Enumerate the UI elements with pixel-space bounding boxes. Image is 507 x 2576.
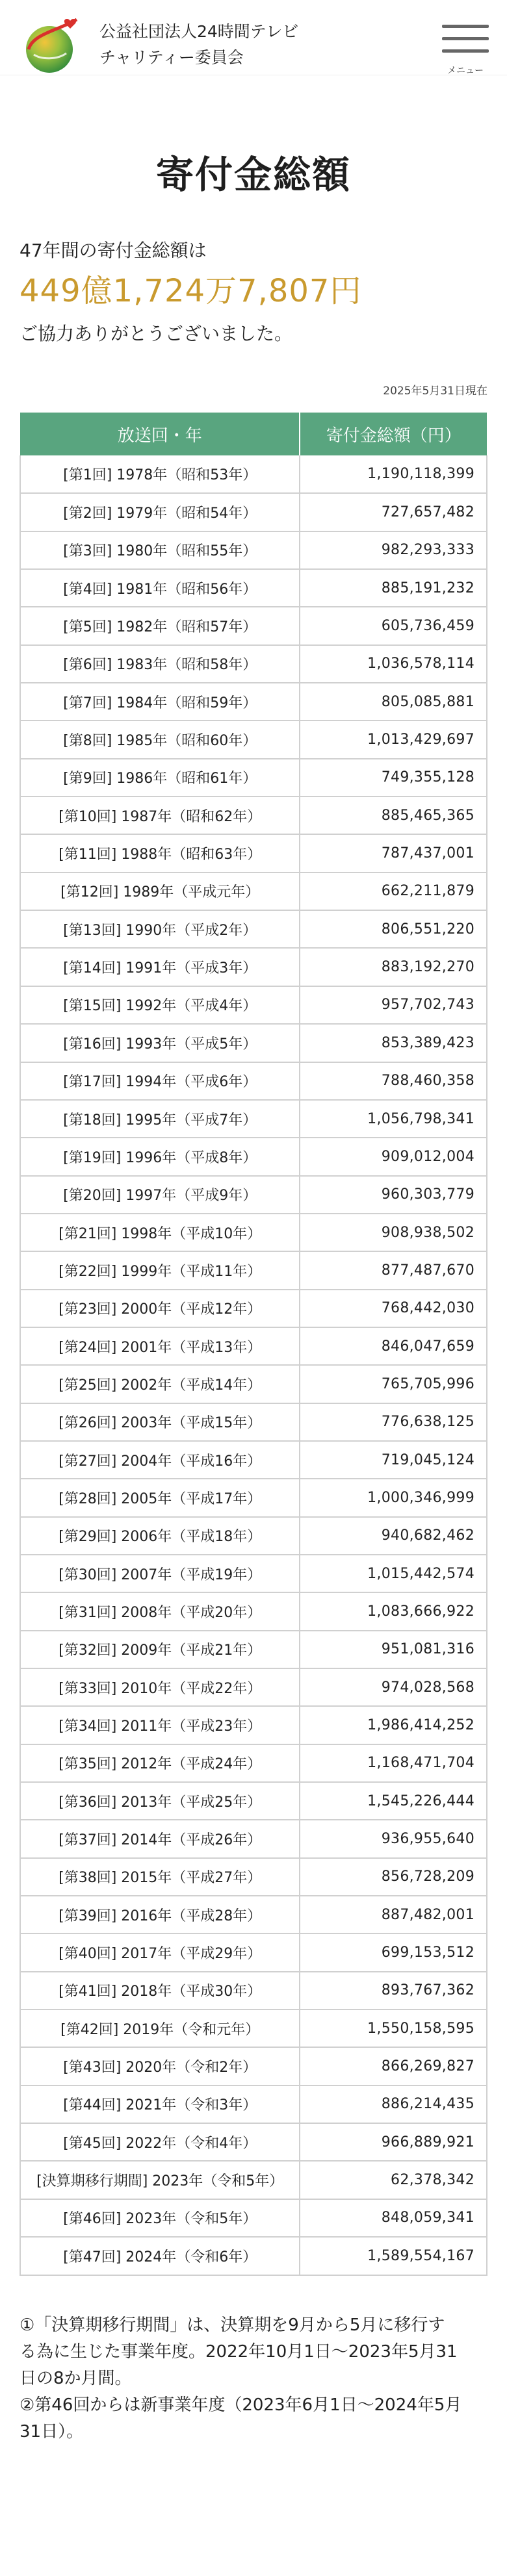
table-row — [20, 2085, 487, 2123]
table-row — [20, 1706, 487, 1744]
table-row — [20, 1631, 487, 1668]
column-header-total-amount: 寄付金総額（円） — [300, 413, 487, 455]
table-row — [20, 2161, 487, 2199]
table-row — [20, 1592, 487, 1630]
table-row — [20, 1214, 487, 1251]
broadcast-year-cell: [第20回] 1997年（平成9年） — [20, 1176, 300, 1214]
donation-amount-cell: 787,437,001 — [300, 834, 487, 872]
table-header-row — [20, 413, 487, 455]
donation-amount-cell: 886,214,435 — [300, 2085, 487, 2123]
donation-amount-cell: 1,036,578,114 — [300, 645, 487, 683]
table-row — [20, 948, 487, 986]
broadcast-year-cell: [第25回] 2002年（平成14年） — [20, 1365, 300, 1403]
table-row — [20, 2237, 487, 2275]
table-row — [20, 645, 487, 683]
broadcast-year-cell: [第45回] 2022年（令和4年） — [20, 2123, 300, 2161]
broadcast-year-cell: [第30回] 2007年（平成19年） — [20, 1555, 300, 1592]
broadcast-year-cell: [第18回] 1995年（平成7年） — [20, 1100, 300, 1138]
donation-amount-cell: 719,045,124 — [300, 1441, 487, 1479]
donation-amount-cell: 856,728,209 — [300, 1858, 487, 1896]
table-row — [20, 986, 487, 1024]
donation-amount-cell: 936,955,640 — [300, 1820, 487, 1857]
broadcast-year-cell: [決算期移行期間] 2023年（令和5年） — [20, 2161, 300, 2199]
table-row — [20, 1365, 487, 1403]
donation-amount-cell: 908,938,502 — [300, 1214, 487, 1251]
donation-amount-cell: 1,083,666,922 — [300, 1592, 487, 1630]
table-row — [20, 1100, 487, 1138]
table-row — [20, 1062, 487, 1100]
table-row — [20, 1744, 487, 1782]
broadcast-year-cell: [第29回] 2006年（平成18年） — [20, 1517, 300, 1555]
donation-summary — [20, 238, 507, 347]
broadcast-year-cell: [第33回] 2010年（平成22年） — [20, 1668, 300, 1706]
broadcast-year-cell: [第2回] 1979年（昭和54年） — [20, 493, 300, 531]
broadcast-year-cell: [第24回] 2001年（平成13年） — [20, 1327, 300, 1365]
donation-amount-cell: 1,013,429,697 — [300, 721, 487, 758]
donation-amount-cell: 1,015,442,574 — [300, 1555, 487, 1592]
donation-amount-cell: 1,589,554,167 — [300, 2237, 487, 2275]
broadcast-year-cell: [第22回] 1999年（平成11年） — [20, 1251, 300, 1289]
table-row — [20, 1441, 487, 1479]
broadcast-year-cell: [第40回] 2017年（平成29年） — [20, 1933, 300, 1971]
broadcast-year-cell: [第6回] 1983年（昭和58年） — [20, 645, 300, 683]
broadcast-year-cell: [第28回] 2005年（平成17年） — [20, 1479, 300, 1516]
table-row — [20, 1517, 487, 1555]
broadcast-year-cell: [第44回] 2021年（令和3年） — [20, 2085, 300, 2123]
donation-amount-cell: 885,465,365 — [300, 797, 487, 834]
donation-amount-cell: 883,192,270 — [300, 948, 487, 986]
footnote-1-line-2: る為に生じた事業年度。2022年10月1日～2023年5月31 — [20, 2341, 458, 2362]
broadcast-year-cell: [第43回] 2020年（令和2年） — [20, 2047, 300, 2085]
table-row — [20, 873, 487, 910]
donation-amount-cell: 749,355,128 — [300, 759, 487, 797]
summary-intro-text: 47年間の寄付金総額は — [20, 240, 207, 261]
site-header — [0, 0, 507, 75]
donation-amount-cell: 877,487,670 — [300, 1251, 487, 1289]
page-title: 寄付金総額 — [155, 153, 351, 197]
broadcast-year-cell: [第16回] 1993年（平成5年） — [20, 1024, 300, 1062]
broadcast-year-cell: [第17回] 1994年（平成6年） — [20, 1062, 300, 1100]
hamburger-menu-icon-bar-3 — [442, 49, 489, 53]
table-row — [20, 910, 487, 948]
donation-amount-cell: 805,085,881 — [300, 683, 487, 721]
donation-amount-cell: 768,442,030 — [300, 1290, 487, 1327]
total-donation-amount: 449億1,724万7,807円 — [20, 273, 362, 309]
table-row — [20, 569, 487, 607]
table-row — [20, 1933, 487, 1971]
broadcast-year-cell: [第36回] 2013年（平成25年） — [20, 1782, 300, 1820]
broadcast-year-cell: [第5回] 1982年（昭和57年） — [20, 607, 300, 644]
column-header-broadcast-year: 放送回・年 — [20, 413, 300, 455]
broadcast-year-cell: [第23回] 2000年（平成12年） — [20, 1290, 300, 1327]
broadcast-year-cell: [第12回] 1989年（平成元年） — [20, 873, 300, 910]
donation-amount-cell: 806,551,220 — [300, 910, 487, 948]
table-row — [20, 2009, 487, 2047]
broadcast-year-cell: [第35回] 2012年（平成24年） — [20, 1744, 300, 1782]
footnotes — [20, 2312, 488, 2445]
donation-amount-cell: 62,378,342 — [300, 2161, 487, 2199]
broadcast-year-cell: [第46回] 2023年（令和5年） — [20, 2199, 300, 2237]
table-row — [20, 1479, 487, 1516]
footnote-2-line-1: ②第46回からは新事業年度（2023年6月1日～2024年5月 — [20, 2395, 462, 2415]
broadcast-year-cell: [第26回] 2003年（平成15年） — [20, 1403, 300, 1441]
table-row — [20, 1290, 487, 1327]
table-row — [20, 2199, 487, 2237]
donation-amount-cell: 727,657,482 — [300, 493, 487, 531]
table-row — [20, 1024, 487, 1062]
broadcast-year-cell: [第41回] 2018年（平成30年） — [20, 1972, 300, 2009]
table-row — [20, 683, 487, 721]
table-row — [20, 455, 487, 493]
footnote-1-line-1: ①「決算期移行期間」は、決算期を9月から5月に移行す — [20, 2315, 445, 2335]
broadcast-year-cell: [第39回] 2016年（平成28年） — [20, 1896, 300, 1933]
donation-amount-cell: 846,047,659 — [300, 1327, 487, 1365]
donation-amount-cell: 893,767,362 — [300, 1972, 487, 2009]
broadcast-year-cell: [第34回] 2011年（平成23年） — [20, 1706, 300, 1744]
org-name[interactable] — [99, 19, 298, 71]
broadcast-year-cell: [第31回] 2008年（平成20年） — [20, 1592, 300, 1630]
broadcast-year-cell: [第19回] 1996年（平成8年） — [20, 1138, 300, 1175]
donation-amount-cell: 699,153,512 — [300, 1933, 487, 1971]
broadcast-year-cell: [第11回] 1988年（昭和63年） — [20, 834, 300, 872]
donation-table — [20, 413, 488, 2276]
donation-amount-cell: 776,638,125 — [300, 1403, 487, 1441]
broadcast-year-cell: [第32回] 2009年（平成21年） — [20, 1631, 300, 1668]
broadcast-year-cell: [第47回] 2024年（令和6年） — [20, 2237, 300, 2275]
table-row — [20, 2047, 487, 2085]
broadcast-year-cell: [第21回] 1998年（平成10年） — [20, 1214, 300, 1251]
broadcast-year-cell: [第3回] 1980年（昭和55年） — [20, 531, 300, 569]
org-name-line2: チャリティー委員会 — [99, 48, 244, 67]
table-row — [20, 1555, 487, 1592]
broadcast-year-cell: [第13回] 1990年（平成2年） — [20, 910, 300, 948]
broadcast-year-cell: [第38回] 2015年（平成27年） — [20, 1858, 300, 1896]
table-row — [20, 1668, 487, 1706]
broadcast-year-cell: [第10回] 1987年（昭和62年） — [20, 797, 300, 834]
org-name-line1: 公益社団法人24時間テレビ — [99, 22, 299, 41]
table-row — [20, 607, 487, 644]
thanks-text: ご協力ありがとうございました。 — [20, 323, 293, 344]
footnote-1-line-3: 日の8か月間。 — [20, 2368, 132, 2388]
table-row — [20, 721, 487, 758]
table-body — [20, 455, 487, 2275]
donation-amount-cell: 1,550,158,595 — [300, 2009, 487, 2047]
broadcast-year-cell: [第4回] 1981年（昭和56年） — [20, 569, 300, 607]
broadcast-year-cell: [第7回] 1984年（昭和59年） — [20, 683, 300, 721]
donation-amount-cell: 1,986,414,252 — [300, 1706, 487, 1744]
table-row — [20, 759, 487, 797]
table-row — [20, 1327, 487, 1365]
table-row — [20, 531, 487, 569]
table-row — [20, 493, 487, 531]
broadcast-year-cell: [第15回] 1992年（平成4年） — [20, 986, 300, 1024]
donation-amount-cell: 887,482,001 — [300, 1896, 487, 1933]
table-row — [20, 1896, 487, 1933]
table-row — [20, 2123, 487, 2161]
donation-amount-cell: 974,028,568 — [300, 1668, 487, 1706]
donation-amount-cell: 866,269,827 — [300, 2047, 487, 2085]
table-row — [20, 1176, 487, 1214]
hamburger-menu-icon-bar-2 — [442, 37, 489, 40]
broadcast-year-cell: [第42回] 2019年（令和元年） — [20, 2009, 300, 2047]
donation-amount-cell: 1,056,798,341 — [300, 1100, 487, 1138]
table-row — [20, 834, 487, 872]
table-row — [20, 1251, 487, 1289]
broadcast-year-cell: [第14回] 1991年（平成3年） — [20, 948, 300, 986]
donation-amount-cell: 1,190,118,399 — [300, 455, 487, 493]
footnote-2-line-2: 31日）。 — [20, 2421, 84, 2442]
donation-amount-cell: 909,012,004 — [300, 1138, 487, 1175]
table-row — [20, 1972, 487, 2009]
donation-amount-cell: 966,889,921 — [300, 2123, 487, 2161]
broadcast-year-cell: [第8回] 1985年（昭和60年） — [20, 721, 300, 758]
donation-amount-cell: 1,168,471,704 — [300, 1744, 487, 1782]
as-of-date: 2025年5月31日現在 — [383, 385, 488, 398]
donation-amount-cell: 605,736,459 — [300, 607, 487, 644]
donation-amount-cell: 662,211,879 — [300, 873, 487, 910]
menu-button[interactable] — [442, 25, 489, 77]
broadcast-year-cell: [第1回] 1978年（昭和53年） — [20, 455, 300, 493]
donation-amount-cell: 885,191,232 — [300, 569, 487, 607]
donation-amount-cell: 765,705,996 — [300, 1365, 487, 1403]
donation-amount-cell: 788,460,358 — [300, 1062, 487, 1100]
table-row — [20, 797, 487, 834]
donation-amount-cell: 1,545,226,444 — [300, 1782, 487, 1820]
donation-amount-cell: 957,702,743 — [300, 986, 487, 1024]
broadcast-year-cell: [第27回] 2004年（平成16年） — [20, 1441, 300, 1479]
table-row — [20, 1403, 487, 1441]
donation-amount-cell: 940,682,462 — [300, 1517, 487, 1555]
table-row — [20, 1782, 487, 1820]
donation-amount-cell: 960,303,779 — [300, 1176, 487, 1214]
donation-amount-cell: 951,081,316 — [300, 1631, 487, 1668]
donation-amount-cell: 982,293,333 — [300, 531, 487, 569]
donation-amount-cell: 848,059,341 — [300, 2199, 487, 2237]
table-row — [20, 1820, 487, 1857]
menu-label: メニュー — [447, 66, 484, 76]
broadcast-year-cell: [第37回] 2014年（平成26年） — [20, 1820, 300, 1857]
donation-amount-cell: 1,000,346,999 — [300, 1479, 487, 1516]
table-row — [20, 1138, 487, 1175]
hamburger-menu-icon — [442, 25, 489, 28]
table-row — [20, 1858, 487, 1896]
donation-amount-cell: 853,389,423 — [300, 1024, 487, 1062]
broadcast-year-cell: [第9回] 1986年（昭和61年） — [20, 759, 300, 797]
heart-earth-logo-icon[interactable] — [20, 14, 82, 77]
